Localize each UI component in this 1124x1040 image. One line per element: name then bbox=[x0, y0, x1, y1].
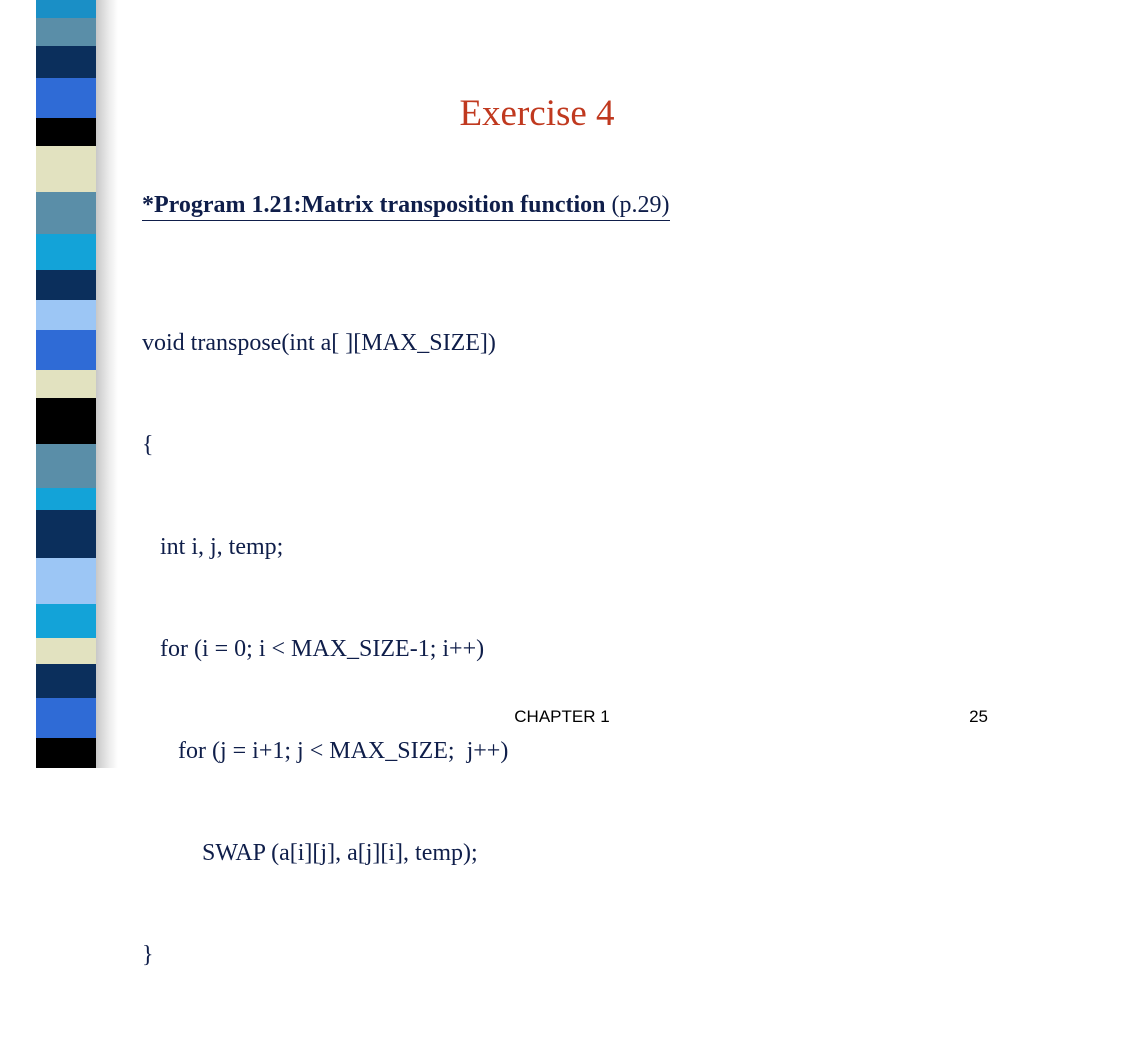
code-block bbox=[142, 258, 508, 1040]
footer-chapter: CHAPTER 1 bbox=[514, 707, 610, 726]
slide-title: Exercise 4 bbox=[459, 93, 615, 134]
program-heading-title: *Program 1.21:Matrix transposition function bbox=[142, 192, 606, 218]
code-line: } bbox=[142, 942, 154, 968]
code-line: int i, j, temp; bbox=[142, 534, 284, 560]
program-heading bbox=[142, 190, 670, 221]
code-line: void transpose(int a[ ][MAX_SIZE]) bbox=[142, 330, 496, 356]
code-line: { bbox=[142, 432, 154, 458]
code-line: for (j = i+1; j < MAX_SIZE; j++) bbox=[142, 738, 509, 764]
code-line: SWAP (a[i][j], a[j][i], temp); bbox=[142, 840, 478, 866]
footer-page-number: 25 bbox=[969, 707, 988, 726]
code-line: for (i = 0; i < MAX_SIZE-1; i++) bbox=[142, 636, 485, 662]
program-heading-page-ref: (p.29) bbox=[605, 192, 670, 218]
